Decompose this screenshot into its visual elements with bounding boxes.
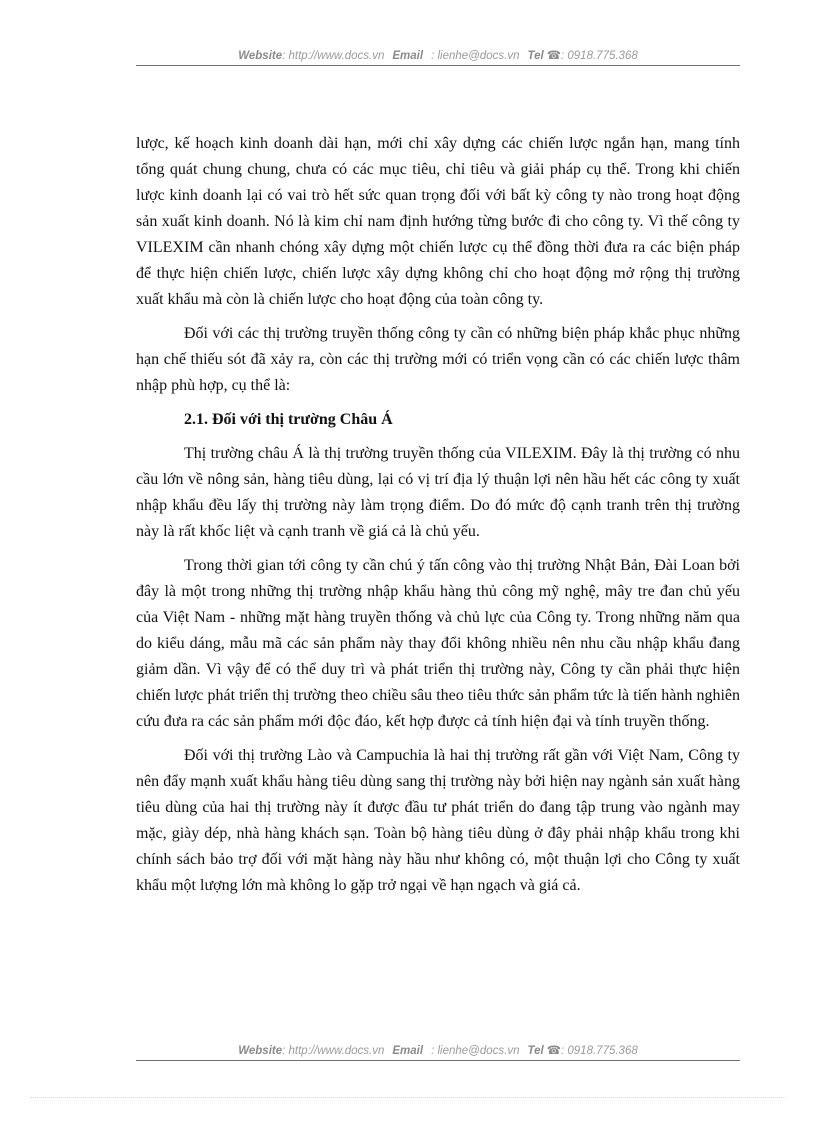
header-tel-label: Tel <box>527 50 544 62</box>
page-bottom-divider <box>30 1097 786 1098</box>
page-header <box>136 48 740 66</box>
paragraph-traditional-markets: Đối với các thị trường truyền thống công ty cần có những biện pháp khắc phục những hạn chế thiếu sót đã xảy ra, còn các thị trường mới có triển vọng cần có các chiến lược thâm nhập phù hợp, cụ thể là: <box>136 325 740 394</box>
header-email-link[interactable]: : lienhe@docs.vn <box>431 50 520 62</box>
header-website-link[interactable]: : http://www.docs.vn <box>282 50 385 62</box>
footer-email-label: Email <box>392 1045 424 1057</box>
footer-website-label: Website <box>238 1045 283 1057</box>
header-email-label: Email <box>392 50 424 62</box>
header-tel-value: : 0918.775.368 <box>561 50 638 62</box>
page-footer <box>136 1043 740 1061</box>
paragraph-asia-market: Thị trường châu Á là thị trường truyền thống của VILEXIM. Đây là thị trường có nhu cầu lớn về nông sản, hàng tiêu dùng, lại có vị trí địa lý thuận lợi nên hầu hết các công ty xuất nhập khẩu đều lấy thị trường này làm trọng điểm. Do đó mức độ cạnh tranh trên thị trường này là rất khốc liệt và cạnh tranh về giá cả là chủ yếu. <box>136 445 740 540</box>
section-heading-asia: 2.1. Đối với thị trường Châu Á <box>184 411 393 428</box>
document-body <box>136 131 740 907</box>
paragraph-laos-cambodia: Đối với thị trường Lào và Campuchia là hai thị trường rất gần với Việt Nam, Công ty nên đẩy mạnh xuất khẩu hàng tiêu dùng sang thị trường này bởi hiện nay ngành sản xuất hàng tiêu dùng của hai thị trường này ít được đầu tư phát triển do đang tập trung vào ngành may mặc, giày dép, nhà hàng khách sạn. Toàn bộ hàng tiêu dùng ở đây phải nhập khẩu trong khi chính sách bảo trợ đối với mặt hàng này hầu như không có, một thuận lợi cho Công ty xuất khẩu một lượng lớn mà không lo gặp trở ngại về hạn ngạch và giá cả. <box>136 747 740 894</box>
footer-email-link[interactable]: : lienhe@docs.vn <box>431 1045 520 1057</box>
phone-icon: ☎ <box>546 1045 561 1057</box>
footer-tel-value: : 0918.775.368 <box>561 1045 638 1057</box>
footer-website-link[interactable]: : http://www.docs.vn <box>282 1045 385 1057</box>
paragraph-japan-taiwan: Trong thời gian tới công ty cần chú ý tấn công vào thị trường Nhật Bản, Đài Loan bởi đây là một trong những thị trường nhập khẩu hàng thủ công mỹ nghệ, mây tre đan chủ yếu của Việt Nam - những mặt hàng truyền thống và chủ lực của Công ty. Trong những năm qua do kiểu dáng, mẫu mã các sản phẩm này thay đổi không nhiều nên nhu cầu nhập khẩu đang giảm dần. Vì vậy để có thể duy trì và phát triển thị trường này, Công ty cần phải thực hiện chiến lược phát triển thị trường theo chiều sâu theo tiêu thức sản phẩm tức là tiến hành nghiên cứu đưa ra các sản phẩm mới độc đáo, kết hợp được cả tính hiện đại và tính truyền thống. <box>136 557 740 730</box>
paragraph-strategy-continuation: lược, kế hoạch kinh doanh dài hạn, mới chỉ xây dựng các chiến lược ngắn hạn, mang tính tổng quát chung chung, chưa có các mục tiêu, chỉ tiêu và giải pháp cụ thể. Trong khi chiến lược kinh doanh lại có vai trò hết sức quan trọng đối với bất kỳ công ty nào trong hoạt động sản xuất kinh doanh. Nó là kim chỉ nam định hướng từng bước đi cho công ty. Vì thế công ty VILEXIM cần nhanh chóng xây dựng một chiến lược cụ thể đồng thời đưa ra các biện pháp để thực hiện chiến lược, chiến lược xây dựng không chỉ cho hoạt động mở rộng thị trường xuất khẩu mà còn là chiến lược cho hoạt động của toàn công ty. <box>136 135 740 308</box>
footer-tel-label: Tel <box>527 1045 544 1057</box>
header-website-label: Website <box>238 50 283 62</box>
phone-icon: ☎ <box>546 50 561 62</box>
